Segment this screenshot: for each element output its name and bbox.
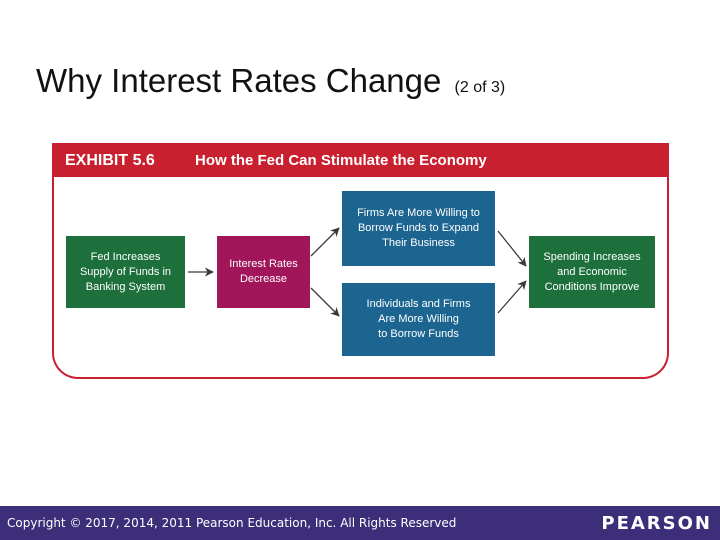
copyright-text: Copyright © 2017, 2014, 2011 Pearson Education, Inc. All Rights Reserved — [7, 516, 457, 530]
pearson-logo: PEARSON — [601, 513, 712, 534]
slide-title-text: Why Interest Rates Change — [36, 62, 442, 99]
exhibit-caption: How the Fed Can Stimulate the Economy — [195, 152, 487, 169]
node-individuals-and-firms: Individuals and Firms Are More Willing to Borrow Funds — [342, 283, 495, 356]
slide-title — [36, 62, 505, 100]
exhibit-header — [52, 143, 669, 177]
node-spending-increases: Spending Increases and Economic Conditions Improve — [529, 236, 655, 308]
exhibit-number: EXHIBIT 5.6 — [65, 152, 155, 169]
node-firms-more-willing: Firms Are More Willing to Borrow Funds to Expand Their Business — [342, 191, 495, 266]
node-fed-increases-supply: Fed Increases Supply of Funds in Banking System — [66, 236, 185, 308]
footer-bar — [0, 506, 720, 540]
node-interest-rates-decrease: Interest Rates Decrease — [217, 236, 310, 308]
slide-title-suffix: (2 of 3) — [454, 79, 506, 96]
